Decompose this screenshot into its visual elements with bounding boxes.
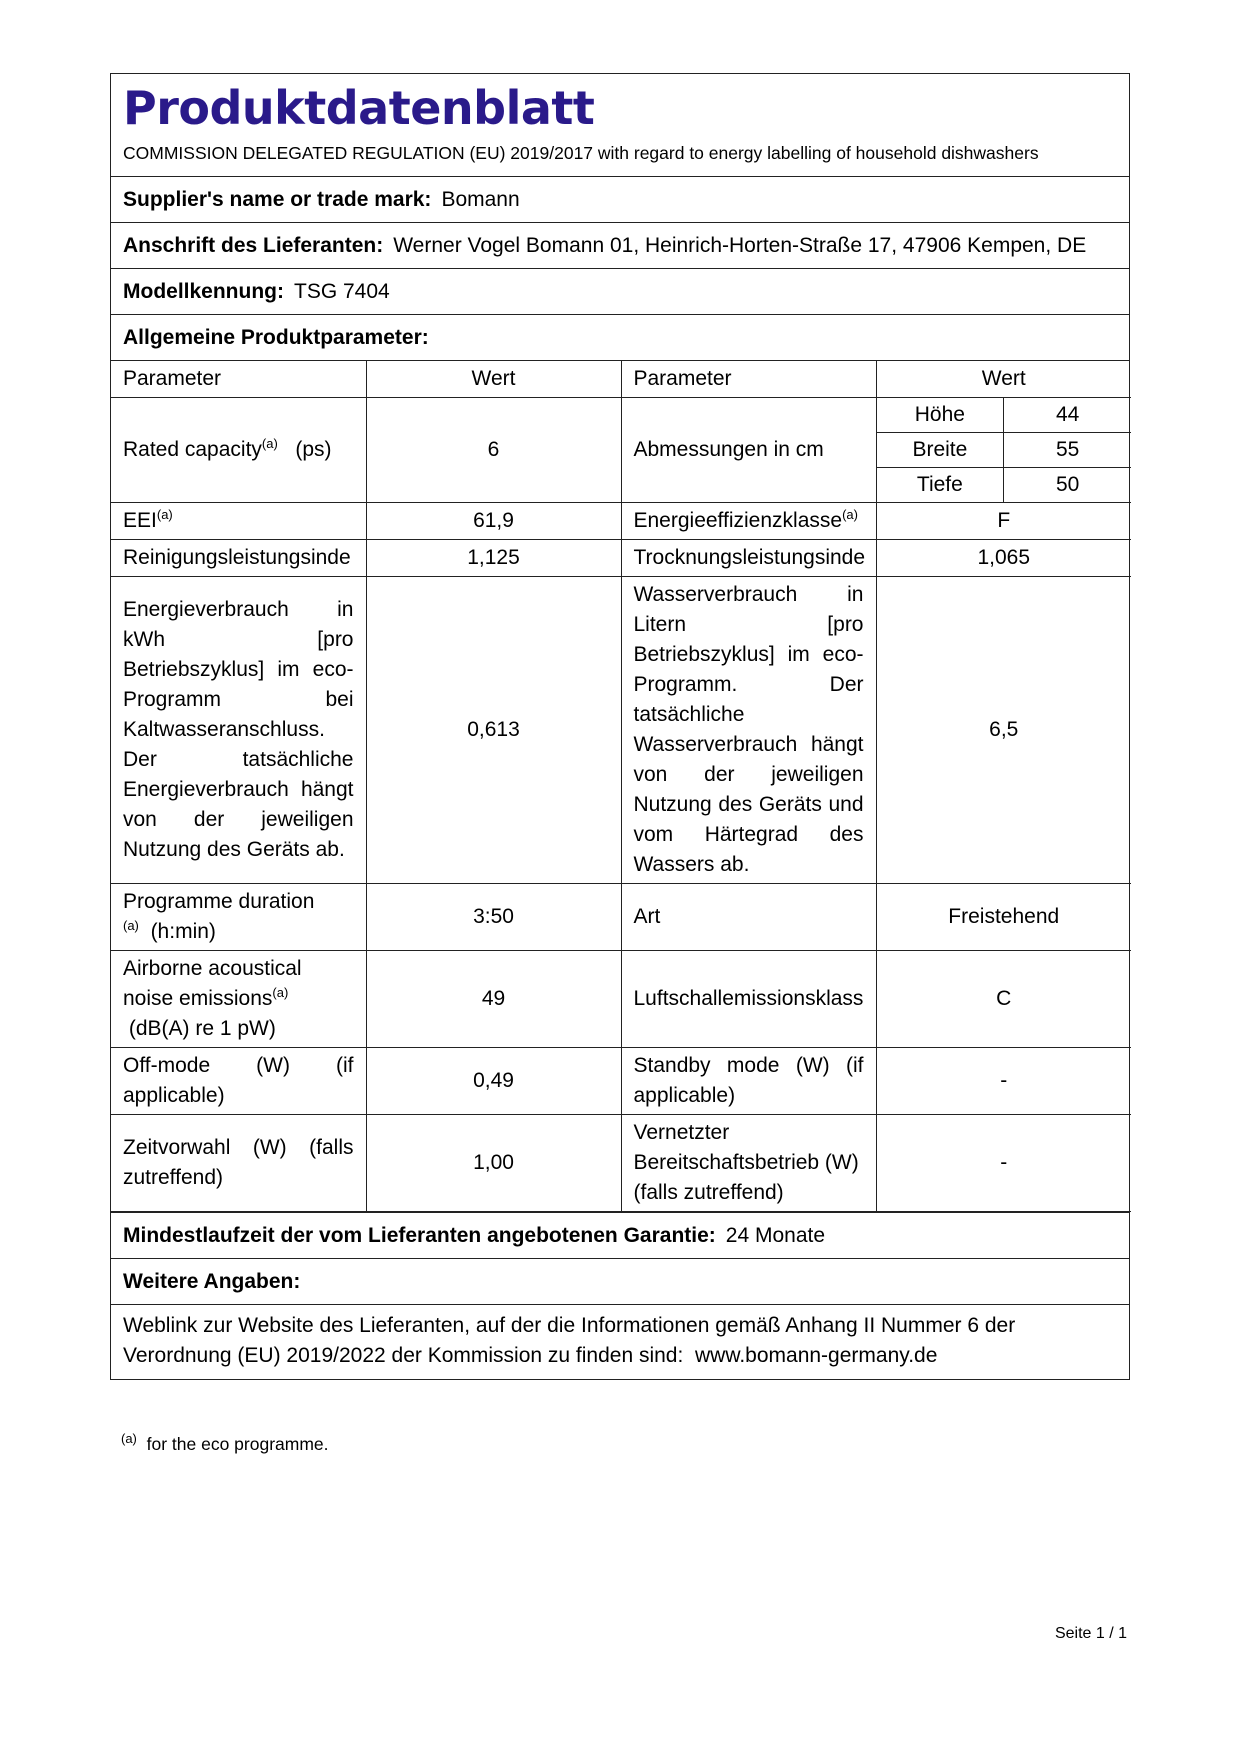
height-value: 44	[1004, 398, 1131, 433]
address-label: Anschrift des Lieferanten:	[123, 234, 384, 257]
table-header-row	[111, 361, 1131, 398]
warranty-label: Mindestlaufzeit der vom Lieferanten angebotenen Garantie:	[123, 1224, 716, 1247]
title-block	[111, 74, 1129, 177]
warranty-value: 24 Monate	[725, 1224, 826, 1247]
params-table	[111, 361, 1131, 1212]
cleaning-index-label: Reinigungsleistungsinde	[111, 540, 366, 577]
programme-duration-label: Programme duration $^{(a)}$ (h:min)	[111, 884, 366, 951]
standby-mode-value: -	[876, 1048, 1131, 1115]
table-row	[111, 951, 1131, 1048]
dimensions-label: Abmessungen in cm	[621, 398, 876, 503]
drying-index-value: 1,065	[876, 540, 1131, 577]
further-info-row	[111, 1259, 1129, 1305]
networked-standby-label: Vernetzter Bereitschaftsbetrieb (W) (falls zutreffend)	[621, 1115, 876, 1212]
noise-class-label: Luftschallemissionsklass	[621, 951, 876, 1048]
energy-consumption-label: Energieverbrauch in kWh [pro Betriebszyklus] im eco-Programm bei Kaltwasseranschluss. Der tatsächliche Energieverbrauch hängt von der jeweiligen Nutzung des Geräts ab.	[111, 577, 366, 884]
general-params-label: Allgemeine Produktparameter:	[123, 326, 429, 349]
page-title: Produktdatenblatt	[123, 81, 595, 135]
table-row	[111, 1048, 1131, 1115]
off-mode-value: 0,49	[366, 1048, 621, 1115]
table-row	[111, 1115, 1131, 1212]
supplier-website-link[interactable]: www.bomann-germany.de	[695, 1344, 938, 1367]
height-label: Höhe	[877, 398, 1004, 433]
regulation-subtitle: COMMISSION DELEGATED REGULATION (EU) 2019/2017 with regard to energy labelling of household dishwashers	[123, 143, 1039, 163]
footnote-marker: (a)	[121, 1431, 137, 1447]
noise-label: Airborne acoustical noise emissions$^{(a)}$ (dB(A) re 1 pW)	[111, 951, 366, 1048]
energy-consumption-value: 0,613	[366, 577, 621, 884]
table-row	[111, 884, 1131, 951]
footnote	[121, 1432, 329, 1456]
width-label: Breite	[877, 433, 1004, 468]
footnote-text: for the eco programme.	[146, 1434, 329, 1454]
off-mode-label: Off-mode (W) (if applicable)	[111, 1048, 366, 1115]
further-info-label: Weitere Angaben:	[123, 1270, 301, 1293]
dimensions-subtable	[877, 398, 1132, 502]
supplier-row	[111, 177, 1129, 223]
width-value: 55	[1004, 433, 1131, 468]
cleaning-index-value: 1,125	[366, 540, 621, 577]
depth-label: Tiefe	[877, 468, 1004, 503]
data-sheet-frame	[110, 73, 1130, 1380]
networked-standby-value: -	[876, 1115, 1131, 1212]
programme-duration-value: 3:50	[366, 884, 621, 951]
noise-class-value: C	[876, 951, 1131, 1048]
table-row	[111, 577, 1131, 884]
model-value: TSG 7404	[294, 280, 390, 303]
supplier-value: Bomann	[441, 188, 520, 211]
rated-capacity-value: 6	[366, 398, 621, 503]
address-row	[111, 223, 1129, 269]
depth-value: 50	[1004, 468, 1131, 503]
weblink-row	[111, 1305, 1129, 1379]
rated-capacity-label: Rated capacity$^{(a)}$ (ps)	[111, 398, 366, 503]
header-value-2: Wert	[876, 361, 1131, 398]
delay-start-label: Zeitvorwahl (W) (falls zutreffend)	[111, 1115, 366, 1212]
warranty-row	[111, 1213, 1129, 1259]
table-row	[111, 540, 1131, 577]
eei-value: 61,9	[366, 503, 621, 540]
type-value: Freistehend	[876, 884, 1131, 951]
header-parameter-2: Parameter	[621, 361, 876, 398]
water-consumption-value: 6,5	[876, 577, 1131, 884]
table-row	[111, 503, 1131, 540]
type-label: Art	[621, 884, 876, 951]
general-params-row	[111, 315, 1129, 361]
dimensions-values	[876, 398, 1131, 503]
noise-value: 49	[366, 951, 621, 1048]
params-table-row	[111, 361, 1129, 1213]
address-value: Werner Vogel Bomann 01, Heinrich-Horten-Straße 17, 47906 Kempen, DE	[393, 234, 1087, 257]
delay-start-value: 1,00	[366, 1115, 621, 1212]
water-consumption-label: Wasserverbrauch in Litern [pro Betriebszyklus] im eco-Programm. Der tatsächliche Wasserverbrauch hängt von der jeweiligen Nutzung des Geräts und vom Härtegrad des Wassers ab.	[621, 577, 876, 884]
supplier-label: Supplier's name or trade mark:	[123, 188, 432, 211]
model-row	[111, 269, 1129, 315]
energy-class-value: F	[876, 503, 1131, 540]
drying-index-label: Trocknungsleistungsinde	[621, 540, 876, 577]
weblink-text: Weblink zur Website des Lieferanten, auf der die Informationen gemäß Anhang II Nummer 6 der Verordnung (EU) 2019/2022 der Kommission zu finden sind:	[123, 1314, 1016, 1367]
eei-label: EEI$^{(a)}$	[111, 503, 366, 540]
table-row	[111, 398, 1131, 503]
energy-class-label: Energieeffizienzklasse$^{(a)}$	[621, 503, 876, 540]
standby-mode-label: Standby mode (W) (if applicable)	[621, 1048, 876, 1115]
page-number: Seite 1 / 1	[1054, 1625, 1127, 1642]
header-value-1: Wert	[366, 361, 621, 398]
model-label: Modellkennung:	[123, 280, 284, 303]
header-parameter-1: Parameter	[111, 361, 366, 398]
